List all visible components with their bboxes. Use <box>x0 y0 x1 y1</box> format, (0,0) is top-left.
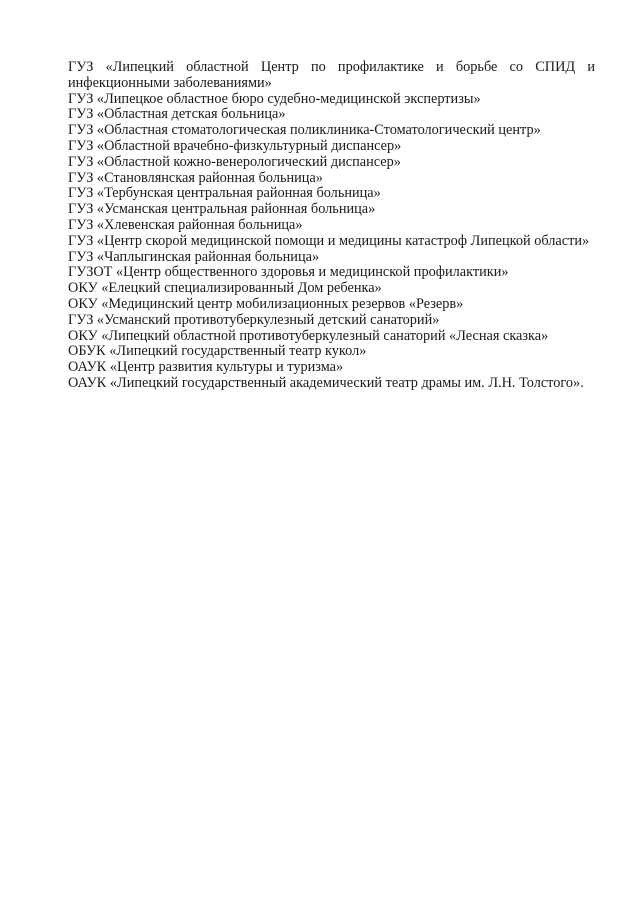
list-item: ГУЗ «Чаплыгинская районная больница» <box>68 248 320 265</box>
list-item: ГУЗ «Усманская центральная районная больница» <box>68 201 376 218</box>
list-item: ОАУК «Центр развития культуры и туризма» <box>68 359 344 376</box>
list-item: ГУЗ «Центр скорой медицинской помощи и медицины катастроф Липецкой области» <box>68 232 590 249</box>
list-item: ГУЗ «Становлянская районная больница» <box>68 169 323 186</box>
list-item: ОКУ «Липецкий областной противотуберкулезный санаторий «Лесная сказка» <box>68 327 549 344</box>
list-item: ГУЗ «Областной врачебно-физкультурный диспансер» <box>68 137 402 154</box>
organization-list <box>68 60 595 392</box>
list-item: ОБУК «Липецкий государственный театр кукол» <box>68 343 367 360</box>
list-item: ГУЗ «Тербунская центральная районная больница» <box>68 185 381 202</box>
list-item: ОАУК «Липецкий государственный академический театр драмы им. Л.Н. Толстого». <box>68 374 584 391</box>
list-item: ГУЗ «Липецкий областной Центр по профилактике и борьбе со СПИД и инфекционными заболеваниями» <box>68 59 595 91</box>
list-item: ОКУ «Медицинский центр мобилизационных резервов «Резерв» <box>68 295 464 312</box>
list-item: ГУЗ «Областная детская больница» <box>68 106 286 123</box>
list-item: ГУЗОТ «Центр общественного здоровья и медицинской профилактики» <box>68 264 509 281</box>
list-item: ГУЗ «Областной кожно-венерологический диспансер» <box>68 153 401 170</box>
list-item: ГУЗ «Липецкое областное бюро судебно-медицинской экспертизы» <box>68 90 481 107</box>
list-item: ГУЗ «Областная стоматологическая поликлиника-Стоматологический центр» <box>68 122 541 139</box>
list-item: ГУЗ «Усманский противотуберкулезный детский санаторий» <box>68 311 440 328</box>
list-item: ОКУ «Елецкий специализированный Дом ребенка» <box>68 280 382 297</box>
list-item: ГУЗ «Хлевенская районная больница» <box>68 216 303 233</box>
